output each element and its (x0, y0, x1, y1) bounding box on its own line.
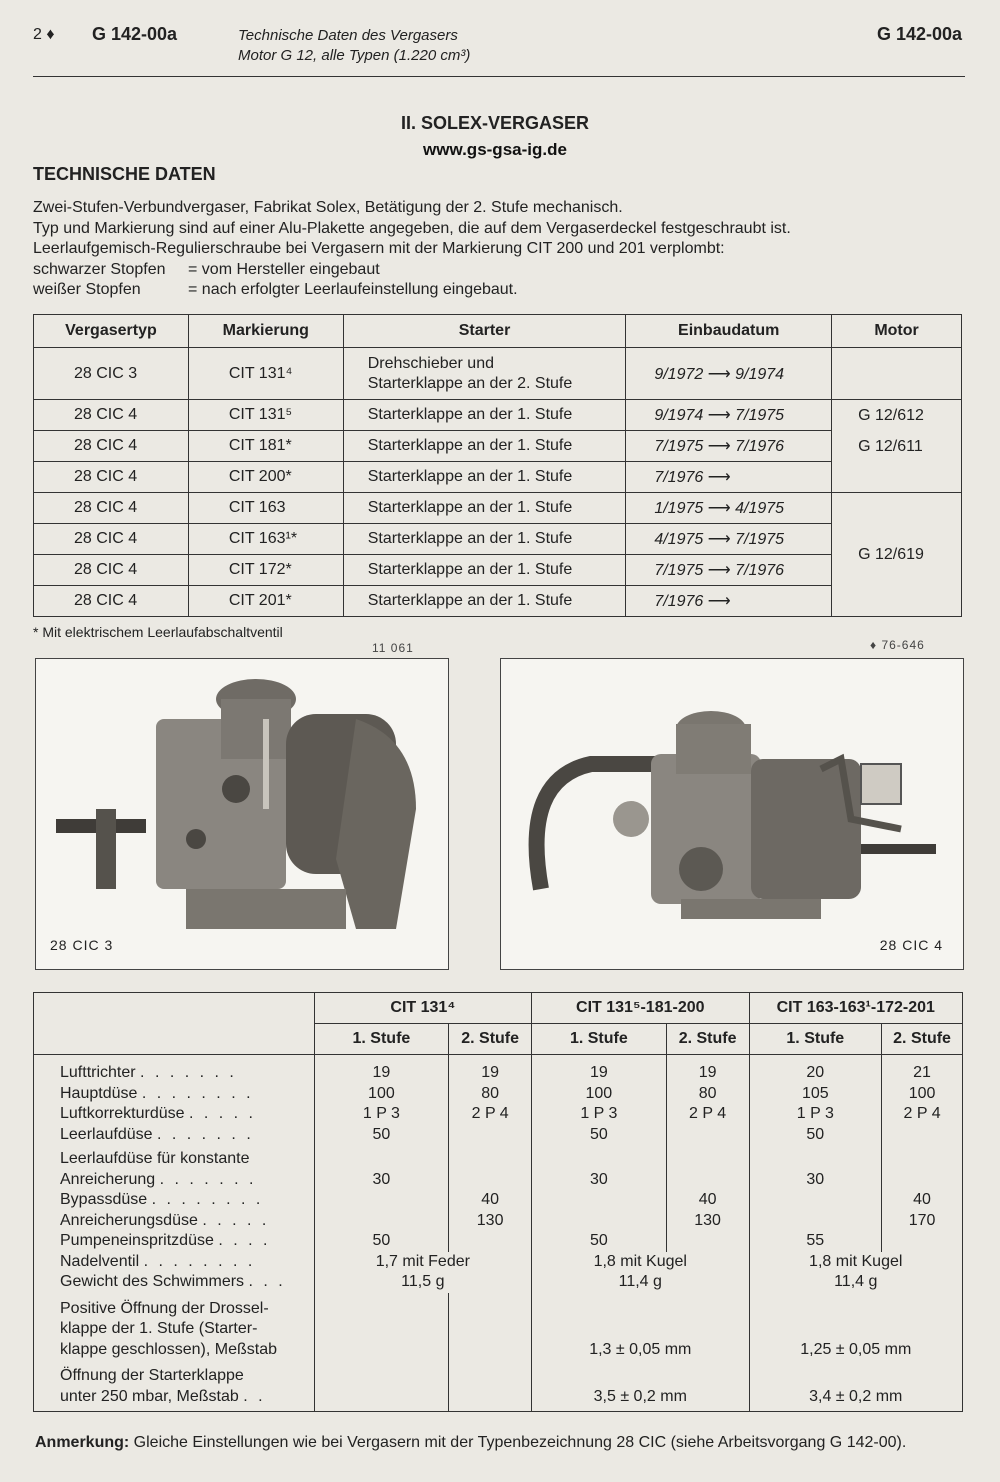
cell-type: 28 CIC 4 (34, 462, 189, 493)
carburetor-photo-28cic4 (500, 658, 964, 970)
table-row (34, 1272, 963, 1293)
cell-starter (343, 348, 626, 400)
value-cell: 80 (666, 1084, 749, 1105)
cell-marking: CIT 131⁴ (188, 348, 343, 400)
cell-motor: G 12/619 (832, 493, 962, 617)
value-cell: 30 (532, 1145, 667, 1190)
doc-code-left: G 142-00a (92, 24, 178, 44)
value-cell: 30 (749, 1145, 882, 1190)
col-header: Starter (343, 315, 626, 348)
value-cell: 100 (314, 1084, 449, 1105)
value-cell: 80 (449, 1084, 532, 1105)
motor-value: G 12/612 (858, 407, 924, 424)
value-cell: 130 (449, 1211, 532, 1232)
cell-motor (832, 400, 962, 493)
cell-date: 9/1974 ⟶ 7/1975 (626, 400, 832, 431)
value-cell: 11,4 g (749, 1272, 963, 1293)
col-header: Motor (832, 315, 962, 348)
value-cell (882, 1231, 963, 1252)
row-label: Gewicht des Schwimmers . . . (34, 1272, 315, 1293)
row-label: Luftkorrekturdüse . . . . . (34, 1104, 315, 1125)
cell-starter: Starterklappe an der 1. Stufe (343, 555, 626, 586)
cell-marking: CIT 163 (188, 493, 343, 524)
cell-date: 4/1975 ⟶ 7/1975 (626, 524, 832, 555)
label-header (34, 993, 315, 1055)
carburetor-settings-table (33, 992, 963, 1412)
table-row (34, 1360, 963, 1412)
value-cell: 50 (532, 1231, 667, 1252)
doc-title-line1: Technische Daten des Vergasers (238, 27, 458, 44)
col-header: Vergasertyp (34, 315, 189, 348)
value-cell (666, 1125, 749, 1146)
table-row (34, 1104, 963, 1125)
starter-line: Drehschieber und (367, 354, 494, 372)
starter-line: Starterklappe an der 2. Stufe (367, 374, 573, 392)
table-row (34, 555, 962, 586)
value-cell (666, 1145, 749, 1190)
stopfen-name: schwarzer Stopfen (33, 260, 166, 278)
cell-type: 28 CIC 4 (34, 524, 189, 555)
value-cell: 40 (882, 1190, 963, 1211)
footnote: * Mit elektrischem Leerlaufabschaltventil (33, 624, 283, 640)
cell-marking: CIT 201* (188, 586, 343, 617)
stufe-header: 1. Stufe (749, 1024, 882, 1055)
value-cell: 2 P 4 (449, 1104, 532, 1125)
remark (35, 1434, 906, 1452)
value-cell: 1 P 3 (314, 1104, 449, 1125)
value-cell: 50 (749, 1125, 882, 1146)
row-label: Bypassdüse . . . . . . . . (34, 1190, 315, 1211)
cell-marking: CIT 163¹* (188, 524, 343, 555)
value-cell (449, 1293, 532, 1361)
value-cell: 50 (314, 1125, 449, 1146)
cell-type: 28 CIC 4 (34, 586, 189, 617)
cell-starter: Starterklappe an der 1. Stufe (343, 586, 626, 617)
stufe-header: 1. Stufe (314, 1024, 449, 1055)
table-row (34, 1055, 963, 1084)
cell-type: 28 CIC 4 (34, 431, 189, 462)
stopfen-name: weißer Stopfen (33, 281, 141, 298)
value-cell: 130 (666, 1211, 749, 1232)
section-title: II. SOLEX-VERGASER (400, 113, 590, 133)
value-cell: 1,7 mit Feder (314, 1252, 531, 1273)
table-row (34, 462, 962, 493)
value-cell: 3,4 ± 0,2 mm (749, 1360, 963, 1412)
doc-title-line2: Motor G 12, alle Typen (1.220 cm³) (238, 47, 471, 64)
table-row (34, 524, 962, 555)
page-number: 2 ♦ (33, 26, 55, 43)
value-cell: 2 P 4 (882, 1104, 963, 1125)
value-cell (749, 1211, 882, 1232)
tech-data-title: TECHNISCHE DATEN (33, 164, 216, 184)
table-row (34, 400, 962, 431)
remark-text: Gleiche Einstellungen wie bei Vergasern mit der Typenbezeichnung 28 CIC (siehe Arbeitsvorgang G 142-00). (129, 1434, 907, 1451)
value-cell (449, 1145, 532, 1190)
remark-label: Anmerkung: (35, 1434, 130, 1451)
photo-caption: 28 CIC 3 (50, 937, 114, 953)
cell-starter: Starterklappe an der 1. Stufe (343, 462, 626, 493)
table-row (34, 1125, 963, 1146)
cell-starter: Starterklappe an der 1. Stufe (343, 524, 626, 555)
value-cell: 40 (666, 1190, 749, 1211)
value-cell (749, 1190, 882, 1211)
intro-line: Leerlaufgemisch-Regulierschraube bei Vergasern mit der Markierung CIT 200 und 201 verplombt: (33, 240, 725, 257)
value-cell: 1,3 ± 0,05 mm (532, 1293, 749, 1361)
value-cell: 1 P 3 (749, 1104, 882, 1125)
value-cell (314, 1293, 449, 1361)
stopfen-desc: = vom Hersteller eingebaut (188, 260, 380, 278)
value-cell: 100 (532, 1084, 667, 1105)
intro-text (33, 198, 791, 301)
table-row (34, 1293, 963, 1361)
value-cell (449, 1360, 532, 1412)
value-cell: 19 (666, 1055, 749, 1084)
cell-starter: Starterklappe an der 1. Stufe (343, 431, 626, 462)
value-cell: 1,8 mit Kugel (532, 1252, 749, 1273)
value-cell: 3,5 ± 0,2 mm (532, 1360, 749, 1412)
value-cell: 170 (882, 1211, 963, 1232)
value-cell (666, 1231, 749, 1252)
cell-type: 28 CIC 3 (34, 348, 189, 400)
value-cell: 19 (314, 1055, 449, 1084)
cell-date: 7/1975 ⟶ 7/1976 (626, 555, 832, 586)
value-cell (449, 1125, 532, 1146)
cell-date: 7/1976 ⟶ (626, 586, 832, 617)
value-cell (532, 1211, 667, 1232)
photo-caption: 28 CIC 4 (879, 937, 943, 953)
cell-starter: Starterklappe an der 1. Stufe (343, 400, 626, 431)
intro-line (33, 280, 791, 301)
cell-marking: CIT 131⁵ (188, 400, 343, 431)
figure-label: ♦ 76-646 (870, 638, 925, 652)
figure-label: 11 061 (372, 641, 414, 655)
row-label: Lufttrichter . . . . . . . (34, 1055, 315, 1084)
table-row (34, 1252, 963, 1273)
value-cell (532, 1190, 667, 1211)
table-row (34, 493, 962, 524)
carburetor-type-table (33, 314, 962, 617)
doc-title (238, 26, 470, 66)
value-cell: 21 (882, 1055, 963, 1084)
motor-value: G 12/611 (858, 438, 923, 455)
value-cell: 11,5 g (314, 1272, 531, 1293)
cell-starter: Starterklappe an der 1. Stufe (343, 493, 626, 524)
row-label: Anreicherungsdüse . . . . . (34, 1211, 315, 1232)
cell-motor (832, 348, 962, 400)
stufe-header: 2. Stufe (882, 1024, 963, 1055)
cell-type: 28 CIC 4 (34, 400, 189, 431)
value-cell: 1,25 ± 0,05 mm (749, 1293, 963, 1361)
table-row (34, 348, 962, 400)
value-cell (314, 1211, 449, 1232)
value-cell: 2 P 4 (666, 1104, 749, 1125)
row-label: Hauptdüse . . . . . . . . (34, 1084, 315, 1105)
carburetor-photo-28cic3 (35, 658, 449, 970)
stufe-header: 1. Stufe (532, 1024, 667, 1055)
row-label: Öffnung der Starterklappe unter 250 mbar, Meßstab . . (34, 1360, 315, 1412)
value-cell: 30 (314, 1145, 449, 1190)
cell-marking: CIT 172* (188, 555, 343, 586)
group-header: CIT 163-163¹-172-201 (749, 993, 963, 1024)
value-cell (314, 1360, 449, 1412)
value-cell: 50 (314, 1231, 449, 1252)
table-row (34, 431, 962, 462)
value-cell: 19 (532, 1055, 667, 1084)
cell-marking: CIT 200* (188, 462, 343, 493)
col-header: Einbaudatum (626, 315, 832, 348)
row-label: Nadelventil . . . . . . . . (34, 1252, 315, 1273)
value-cell: 105 (749, 1084, 882, 1105)
value-cell: 50 (532, 1125, 667, 1146)
row-label: Pumpeneinspritzdüse . . . . (34, 1231, 315, 1252)
header-rule (33, 76, 965, 77)
cell-date: 7/1976 ⟶ (626, 462, 832, 493)
value-cell: 40 (449, 1190, 532, 1211)
table-header-row (34, 315, 962, 348)
col-header: Markierung (188, 315, 343, 348)
table-row (34, 586, 962, 617)
table-row (34, 1231, 963, 1252)
table-row (34, 1190, 963, 1211)
group-header: CIT 131⁴ (314, 993, 531, 1024)
cell-marking: CIT 181* (188, 431, 343, 462)
value-cell: 20 (749, 1055, 882, 1084)
value-cell: 11,4 g (532, 1272, 749, 1293)
value-cell: 19 (449, 1055, 532, 1084)
cell-date: 7/1975 ⟶ 7/1976 (626, 431, 832, 462)
carburetor-illustration (36, 659, 448, 969)
stopfen-desc: = nach erfolgter Leerlaufeinstellung eingebaut. (188, 281, 518, 298)
table-row (34, 1145, 963, 1190)
value-cell: 1 P 3 (532, 1104, 667, 1125)
value-cell (882, 1145, 963, 1190)
stufe-header: 2. Stufe (449, 1024, 532, 1055)
cell-type: 28 CIC 4 (34, 555, 189, 586)
intro-line (33, 260, 791, 281)
cell-date: 9/1972 ⟶ 9/1974 (626, 348, 832, 400)
group-header-row (34, 993, 963, 1024)
value-cell (314, 1190, 449, 1211)
carburetor-illustration (501, 659, 963, 969)
intro-line: Typ und Markierung sind auf einer Alu-Plakette angegeben, die auf dem Vergaserdeckel festgeschraubt ist. (33, 219, 791, 237)
value-cell (882, 1125, 963, 1146)
value-cell: 55 (749, 1231, 882, 1252)
row-label: Leerlaufdüse . . . . . . . (34, 1125, 315, 1146)
value-cell: 100 (882, 1084, 963, 1105)
value-cell: 1,8 mit Kugel (749, 1252, 963, 1273)
group-header: CIT 131⁵-181-200 (532, 993, 749, 1024)
stufe-header: 2. Stufe (666, 1024, 749, 1055)
row-label: Positive Öffnung der Drossel- klappe der 1. Stufe (Starter- klappe geschlossen), Meßstab (34, 1293, 315, 1361)
table-row (34, 1211, 963, 1232)
doc-code-right: G 142-00a (876, 24, 962, 44)
cell-date: 1/1975 ⟶ 4/1975 (626, 493, 832, 524)
website-link[interactable]: www.gs-gsa-ig.de (423, 140, 567, 159)
intro-line: Zwei-Stufen-Verbundvergaser, Fabrikat Solex, Betätigung der 2. Stufe mechanisch. (33, 199, 623, 216)
table-row (34, 1084, 963, 1105)
cell-type: 28 CIC 4 (34, 493, 189, 524)
row-label: Leerlaufdüse für konstante Anreicherung . . . . . . . (34, 1145, 315, 1190)
value-cell (449, 1231, 532, 1252)
